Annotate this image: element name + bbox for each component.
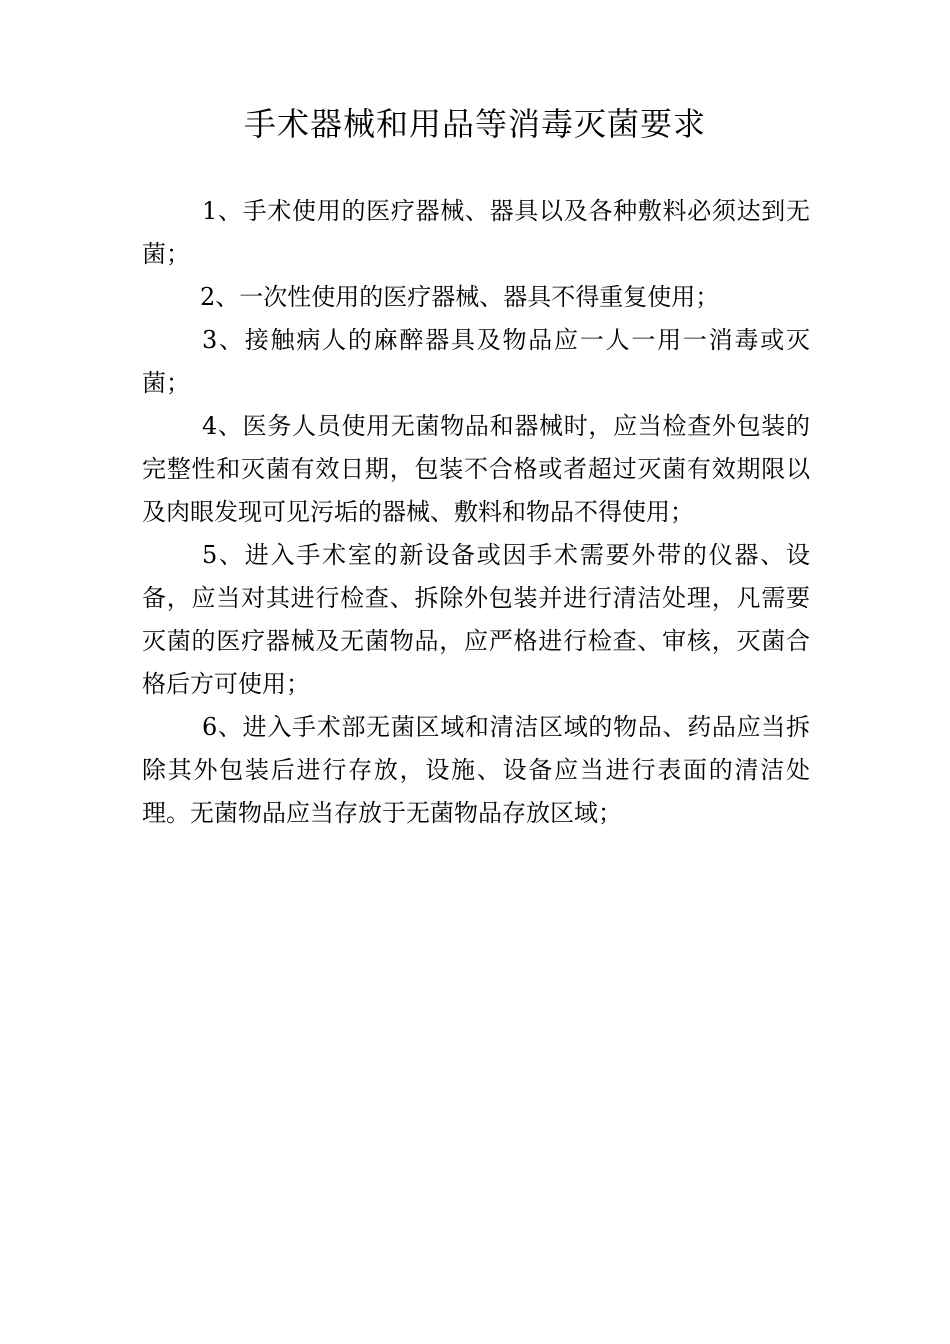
paragraph-1: 1、手术使用的医疗器械、器具以及各种敷料必须达到无菌； bbox=[142, 197, 810, 268]
paragraph-4: 4、医务人员使用无菌物品和器械时，应当检查外包装的完整性和灭菌有效日期，包装不合格或者超过灭菌有效期限以及肉眼发现可见污垢的器械、敷料和物品不得使用； bbox=[142, 412, 810, 526]
paragraph-6: 6、进入手术部无菌区域和清洁区域的物品、药品应当拆除其外包装后进行存放，设施、设备应当进行表面的清洁处理。无菌物品应当存放于无菌物品存放区域； bbox=[142, 713, 810, 827]
paragraph-3: 3、接触病人的麻醉器具及物品应一人一用一消毒或灭菌； bbox=[142, 326, 810, 397]
paragraph-2: 2、一次性使用的医疗器械、器具不得重复使用； bbox=[200, 283, 720, 311]
document-title: 手术器械和用品等消毒灭菌要求 bbox=[243, 105, 706, 143]
document-body bbox=[142, 190, 810, 835]
paragraph-5: 5、进入手术室的新设备或因手术需要外带的仪器、设备，应当对其进行检查、拆除外包装并进行清洁处理，凡需要灭菌的医疗器械及无菌物品，应严格进行检查、审核，灭菌合格后方可使用； bbox=[142, 541, 810, 698]
